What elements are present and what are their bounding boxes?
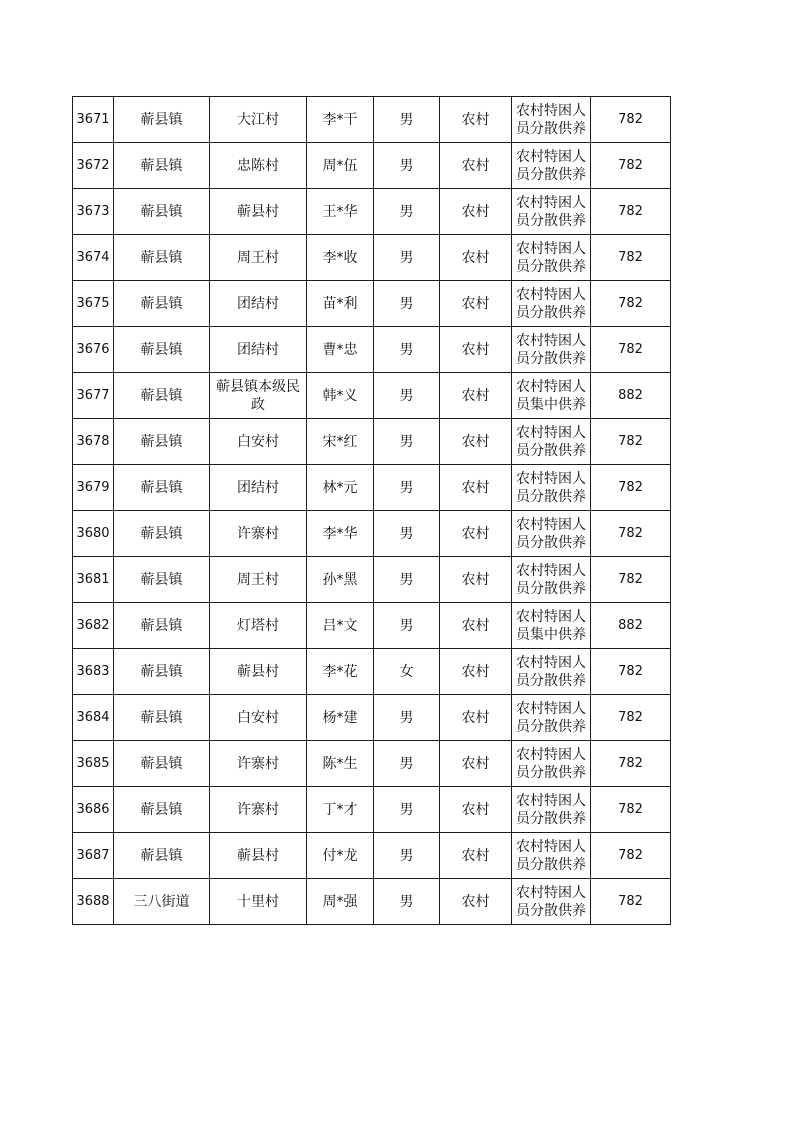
support-type-cell: 农村特困人员分散供养: [512, 143, 591, 189]
town-cell: 蕲县镇: [114, 741, 210, 787]
gender-cell: 男: [374, 235, 440, 281]
amount-cell: 882: [591, 603, 671, 649]
table-row: [73, 327, 671, 373]
person-name-cell: 王*华: [307, 189, 374, 235]
gender-cell: 男: [374, 833, 440, 879]
town-cell: 三八街道: [114, 879, 210, 925]
amount-cell: 782: [591, 557, 671, 603]
table-row: [73, 419, 671, 465]
record-id-cell: 3684: [73, 695, 114, 741]
person-name-cell: 宋*红: [307, 419, 374, 465]
household-type-cell: 农村: [440, 189, 512, 235]
village-cell: 蕲县村: [210, 189, 307, 235]
person-name-cell: 丁*才: [307, 787, 374, 833]
amount-cell: 782: [591, 741, 671, 787]
village-cell: 许寨村: [210, 741, 307, 787]
record-id-cell: 3680: [73, 511, 114, 557]
amount-cell: 782: [591, 327, 671, 373]
person-name-cell: 林*元: [307, 465, 374, 511]
gender-cell: 男: [374, 741, 440, 787]
record-id-cell: 3674: [73, 235, 114, 281]
household-type-cell: 农村: [440, 649, 512, 695]
amount-cell: 782: [591, 97, 671, 143]
village-cell: 十里村: [210, 879, 307, 925]
household-type-cell: 农村: [440, 787, 512, 833]
support-type-cell: 农村特困人员集中供养: [512, 373, 591, 419]
table-row: [73, 649, 671, 695]
table-row: [73, 787, 671, 833]
record-id-cell: 3682: [73, 603, 114, 649]
record-id-cell: 3688: [73, 879, 114, 925]
person-name-cell: 陈*生: [307, 741, 374, 787]
table-row: [73, 373, 671, 419]
record-id-cell: 3687: [73, 833, 114, 879]
person-name-cell: 李*干: [307, 97, 374, 143]
town-cell: 蕲县镇: [114, 419, 210, 465]
gender-cell: 女: [374, 649, 440, 695]
person-name-cell: 周*强: [307, 879, 374, 925]
person-name-cell: 杨*建: [307, 695, 374, 741]
gender-cell: 男: [374, 787, 440, 833]
record-id-cell: 3678: [73, 419, 114, 465]
household-type-cell: 农村: [440, 281, 512, 327]
town-cell: 蕲县镇: [114, 557, 210, 603]
person-name-cell: 付*龙: [307, 833, 374, 879]
person-name-cell: 苗*利: [307, 281, 374, 327]
village-cell: 灯塔村: [210, 603, 307, 649]
record-id-cell: 3673: [73, 189, 114, 235]
household-type-cell: 农村: [440, 603, 512, 649]
household-type-cell: 农村: [440, 741, 512, 787]
table-row: [73, 833, 671, 879]
town-cell: 蕲县镇: [114, 235, 210, 281]
household-type-cell: 农村: [440, 465, 512, 511]
person-name-cell: 孙*黑: [307, 557, 374, 603]
amount-cell: 882: [591, 373, 671, 419]
table-row: [73, 603, 671, 649]
amount-cell: 782: [591, 833, 671, 879]
amount-cell: 782: [591, 787, 671, 833]
table-row: [73, 465, 671, 511]
village-cell: 白安村: [210, 419, 307, 465]
support-type-cell: 农村特困人员分散供养: [512, 235, 591, 281]
household-type-cell: 农村: [440, 557, 512, 603]
gender-cell: 男: [374, 143, 440, 189]
gender-cell: 男: [374, 557, 440, 603]
amount-cell: 782: [591, 189, 671, 235]
amount-cell: 782: [591, 281, 671, 327]
record-id-cell: 3685: [73, 741, 114, 787]
town-cell: 蕲县镇: [114, 143, 210, 189]
support-type-cell: 农村特困人员分散供养: [512, 879, 591, 925]
village-cell: 周王村: [210, 235, 307, 281]
village-cell: 团结村: [210, 281, 307, 327]
support-type-cell: 农村特困人员分散供养: [512, 741, 591, 787]
village-cell: 蕲县村: [210, 833, 307, 879]
table-row: [73, 695, 671, 741]
person-name-cell: 韩*义: [307, 373, 374, 419]
amount-cell: 782: [591, 511, 671, 557]
town-cell: 蕲县镇: [114, 649, 210, 695]
village-cell: 白安村: [210, 695, 307, 741]
records-table: [72, 96, 671, 925]
household-type-cell: 农村: [440, 327, 512, 373]
gender-cell: 男: [374, 511, 440, 557]
household-type-cell: 农村: [440, 143, 512, 189]
table-row: [73, 143, 671, 189]
support-type-cell: 农村特困人员分散供养: [512, 511, 591, 557]
village-cell: 许寨村: [210, 511, 307, 557]
household-type-cell: 农村: [440, 97, 512, 143]
village-cell: 许寨村: [210, 787, 307, 833]
record-id-cell: 3683: [73, 649, 114, 695]
record-id-cell: 3681: [73, 557, 114, 603]
support-type-cell: 农村特困人员分散供养: [512, 465, 591, 511]
gender-cell: 男: [374, 603, 440, 649]
support-type-cell: 农村特困人员集中供养: [512, 603, 591, 649]
table-row: [73, 511, 671, 557]
gender-cell: 男: [374, 879, 440, 925]
gender-cell: 男: [374, 189, 440, 235]
support-type-cell: 农村特困人员分散供养: [512, 649, 591, 695]
village-cell: 蕲县村: [210, 649, 307, 695]
person-name-cell: 周*伍: [307, 143, 374, 189]
table-row: [73, 97, 671, 143]
village-cell: 蕲县镇本级民政: [210, 373, 307, 419]
support-type-cell: 农村特困人员分散供养: [512, 695, 591, 741]
amount-cell: 782: [591, 879, 671, 925]
record-id-cell: 3686: [73, 787, 114, 833]
amount-cell: 782: [591, 465, 671, 511]
household-type-cell: 农村: [440, 511, 512, 557]
person-name-cell: 曹*忠: [307, 327, 374, 373]
amount-cell: 782: [591, 143, 671, 189]
household-type-cell: 农村: [440, 833, 512, 879]
village-cell: 忠陈村: [210, 143, 307, 189]
household-type-cell: 农村: [440, 419, 512, 465]
support-type-cell: 农村特困人员分散供养: [512, 97, 591, 143]
records-body: [73, 97, 671, 925]
village-cell: 周王村: [210, 557, 307, 603]
town-cell: 蕲县镇: [114, 695, 210, 741]
table-row: [73, 235, 671, 281]
gender-cell: 男: [374, 373, 440, 419]
support-type-cell: 农村特困人员分散供养: [512, 281, 591, 327]
support-type-cell: 农村特困人员分散供养: [512, 419, 591, 465]
person-name-cell: 吕*文: [307, 603, 374, 649]
gender-cell: 男: [374, 281, 440, 327]
record-id-cell: 3677: [73, 373, 114, 419]
town-cell: 蕲县镇: [114, 511, 210, 557]
table-row: [73, 879, 671, 925]
person-name-cell: 李*花: [307, 649, 374, 695]
town-cell: 蕲县镇: [114, 373, 210, 419]
gender-cell: 男: [374, 465, 440, 511]
support-type-cell: 农村特困人员分散供养: [512, 787, 591, 833]
town-cell: 蕲县镇: [114, 97, 210, 143]
gender-cell: 男: [374, 695, 440, 741]
record-id-cell: 3679: [73, 465, 114, 511]
table-row: [73, 741, 671, 787]
person-name-cell: 李*华: [307, 511, 374, 557]
village-cell: 团结村: [210, 465, 307, 511]
town-cell: 蕲县镇: [114, 281, 210, 327]
support-type-cell: 农村特困人员分散供养: [512, 557, 591, 603]
household-type-cell: 农村: [440, 879, 512, 925]
amount-cell: 782: [591, 419, 671, 465]
support-type-cell: 农村特困人员分散供养: [512, 833, 591, 879]
amount-cell: 782: [591, 695, 671, 741]
support-type-cell: 农村特困人员分散供养: [512, 327, 591, 373]
town-cell: 蕲县镇: [114, 465, 210, 511]
household-type-cell: 农村: [440, 373, 512, 419]
gender-cell: 男: [374, 419, 440, 465]
record-id-cell: 3676: [73, 327, 114, 373]
table-row: [73, 281, 671, 327]
town-cell: 蕲县镇: [114, 189, 210, 235]
support-type-cell: 农村特困人员分散供养: [512, 189, 591, 235]
gender-cell: 男: [374, 97, 440, 143]
village-cell: 团结村: [210, 327, 307, 373]
village-cell: 大江村: [210, 97, 307, 143]
household-type-cell: 农村: [440, 235, 512, 281]
town-cell: 蕲县镇: [114, 833, 210, 879]
record-id-cell: 3672: [73, 143, 114, 189]
town-cell: 蕲县镇: [114, 327, 210, 373]
table-row: [73, 189, 671, 235]
household-type-cell: 农村: [440, 695, 512, 741]
record-id-cell: 3675: [73, 281, 114, 327]
record-id-cell: 3671: [73, 97, 114, 143]
person-name-cell: 李*收: [307, 235, 374, 281]
table-row: [73, 557, 671, 603]
amount-cell: 782: [591, 235, 671, 281]
town-cell: 蕲县镇: [114, 787, 210, 833]
amount-cell: 782: [591, 649, 671, 695]
gender-cell: 男: [374, 327, 440, 373]
town-cell: 蕲县镇: [114, 603, 210, 649]
